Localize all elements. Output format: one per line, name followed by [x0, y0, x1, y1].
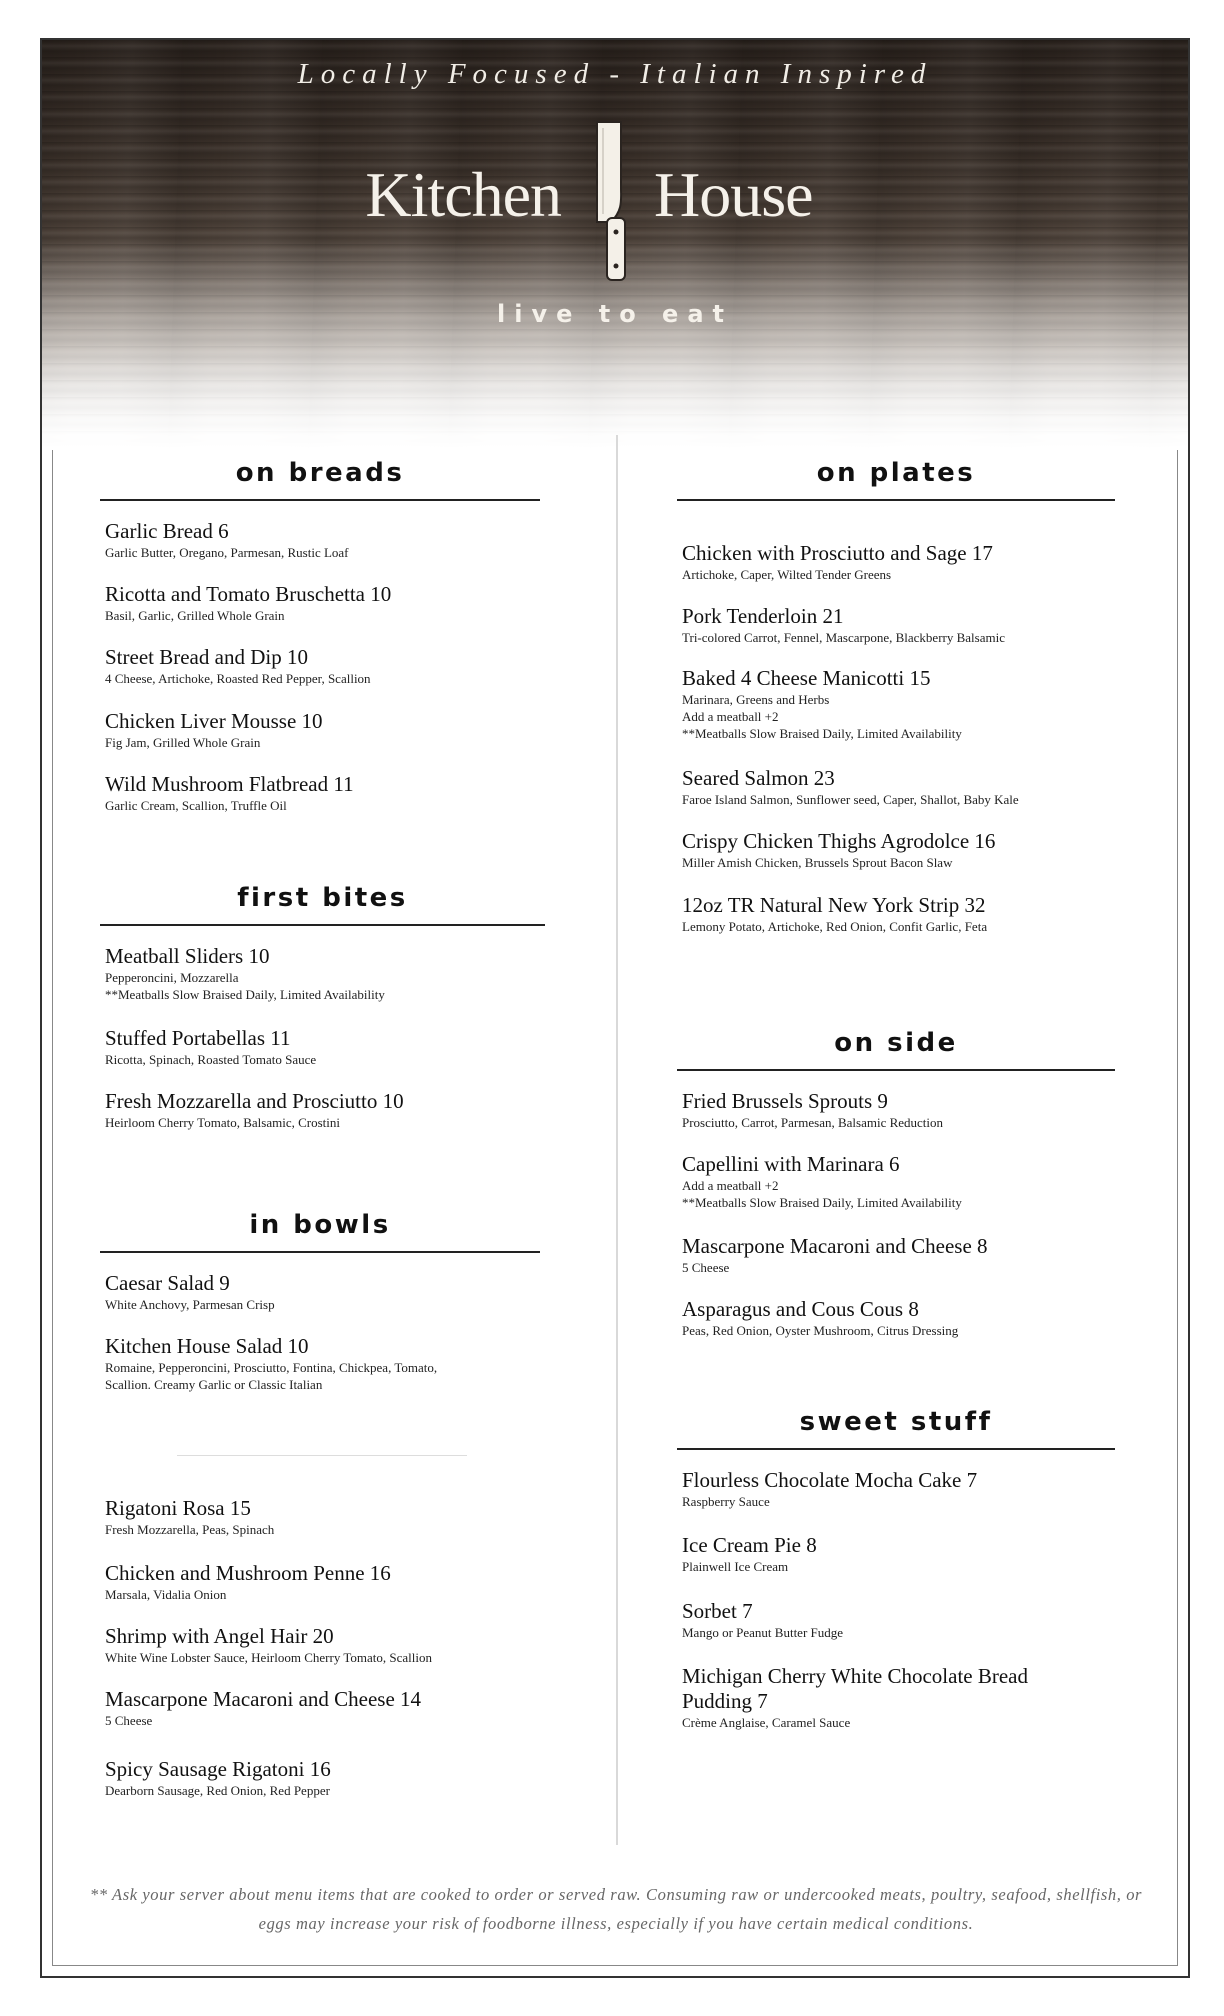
menu-item [682, 604, 1005, 646]
menu-item [105, 772, 354, 814]
item-name: Spicy Sausage Rigatoni 16 [105, 1757, 331, 1781]
item-addon: Add a meatball +2 [682, 1178, 779, 1193]
item-note: **Meatballs Slow Braised Daily, Limited Availability [105, 987, 385, 1002]
item-desc: White Anchovy, Parmesan Crisp [105, 1297, 275, 1312]
section-title-text: first bites [237, 883, 408, 913]
column-divider [616, 435, 618, 1845]
menu-item [682, 1664, 1102, 1731]
menu-item [105, 1089, 404, 1131]
item-desc: 4 Cheese, Artichoke, Roasted Red Pepper, Scallion [105, 671, 371, 686]
item-desc: Garlic Cream, Scallion, Truffle Oil [105, 798, 287, 813]
item-desc: Dearborn Sausage, Red Onion, Red Pepper [105, 1783, 330, 1798]
item-name: Wild Mushroom Flatbread 11 [105, 772, 354, 796]
item-name: Mascarpone Macaroni and Cheese 8 [682, 1234, 988, 1258]
menu-item [105, 1561, 391, 1603]
item-name: Pork Tenderloin 21 [682, 604, 844, 628]
menu-item [105, 1334, 437, 1393]
menu-item [682, 541, 993, 583]
section-title-plates [677, 455, 1115, 501]
item-name: Rigatoni Rosa 15 [105, 1496, 251, 1520]
item-desc: Miller Amish Chicken, Brussels Sprout Bacon Slaw [682, 855, 953, 870]
section-title-text: on side [834, 1028, 958, 1058]
item-name: Flourless Chocolate Mocha Cake 7 [682, 1468, 978, 1492]
menu-page [40, 38, 1190, 1978]
slogan: live to eat [497, 300, 733, 328]
section-title-side [677, 1025, 1115, 1071]
item-desc: Basil, Garlic, Grilled Whole Grain [105, 608, 285, 623]
item-name: Chicken with Prosciutto and Sage 17 [682, 541, 993, 565]
item-desc: 5 Cheese [682, 1260, 730, 1275]
section-title-text: in bowls [249, 1210, 391, 1240]
section-title-text: on breads [235, 458, 405, 488]
item-desc-line-2: Scallion. Creamy Garlic or Classic Italian [105, 1377, 323, 1392]
menu-item [682, 666, 962, 742]
brand-name-left: Kitchen [365, 159, 561, 230]
menu-item [682, 766, 1019, 808]
menu-item [682, 1468, 977, 1510]
item-name: Mascarpone Macaroni and Cheese 14 [105, 1687, 422, 1711]
item-name: Capellini with Marinara 6 [682, 1152, 900, 1176]
item-desc: Romaine, Pepperoncini, Prosciutto, Fontina, Chickpea, Tomato, [105, 1360, 438, 1375]
item-name: Meatball Sliders 10 [105, 944, 270, 968]
item-name: Michigan Cherry White Chocolate Bread Pudding 7 [682, 1664, 1029, 1713]
item-desc: Heirloom Cherry Tomato, Balsamic, Crostini [105, 1115, 340, 1130]
menu-item [682, 1297, 958, 1339]
section-title-text: on plates [816, 458, 976, 488]
tagline: Locally Focused - Italian Inspired [297, 58, 933, 90]
item-name: Chicken and Mushroom Penne 16 [105, 1561, 391, 1585]
item-desc: Fresh Mozzarella, Peas, Spinach [105, 1522, 275, 1537]
menu-item [105, 1757, 331, 1799]
item-name: 12oz TR Natural New York Strip 32 [682, 893, 986, 917]
item-desc: Pepperoncini, Mozzarella [105, 970, 239, 985]
brand-name-right: House [654, 159, 813, 230]
menu-item [105, 709, 323, 751]
header-banner [42, 40, 1188, 450]
item-note: **Meatballs Slow Braised Daily, Limited Availability [682, 1195, 962, 1210]
item-name: Stuffed Portabellas 11 [105, 1026, 291, 1050]
item-name: Chicken Liver Mousse 10 [105, 709, 323, 733]
section-title-breads [100, 455, 540, 501]
item-desc: Prosciutto, Carrot, Parmesan, Balsamic Reduction [682, 1115, 944, 1130]
item-desc: 5 Cheese [105, 1713, 153, 1728]
menu-item [682, 1152, 962, 1211]
menu-item [105, 645, 371, 687]
menu-item [105, 1271, 275, 1313]
menu-item [682, 1234, 988, 1276]
item-desc: Tri-colored Carrot, Fennel, Mascarpone, Blackberry Balsamic [682, 630, 1005, 645]
item-desc: Ricotta, Spinach, Roasted Tomato Sauce [105, 1052, 317, 1067]
item-name: Crispy Chicken Thighs Agrodolce 16 [682, 829, 996, 853]
item-name: Shrimp with Angel Hair 20 [105, 1624, 334, 1648]
item-desc: Marsala, Vidalia Onion [105, 1587, 227, 1602]
item-name: Fresh Mozzarella and Prosciutto 10 [105, 1089, 404, 1113]
item-name: Garlic Bread 6 [105, 519, 229, 543]
menu-item [105, 944, 385, 1003]
section-title-text: sweet stuff [799, 1407, 993, 1437]
menu-item [682, 1533, 817, 1575]
menu-item [105, 1496, 274, 1538]
item-desc: Peas, Red Onion, Oyster Mushroom, Citrus Dressing [682, 1323, 959, 1338]
section-title-bites [100, 880, 545, 926]
item-desc: Raspberry Sauce [682, 1494, 770, 1509]
menu-item [105, 582, 391, 624]
item-desc: Lemony Potato, Artichoke, Red Onion, Confit Garlic, Feta [682, 919, 988, 934]
item-name: Sorbet 7 [682, 1599, 753, 1623]
item-note: **Meatballs Slow Braised Daily, Limited Availability [682, 726, 962, 741]
item-name: Asparagus and Cous Cous 8 [682, 1297, 919, 1321]
item-desc: Faroe Island Salmon, Sunflower seed, Caper, Shallot, Baby Kale [682, 792, 1019, 807]
item-desc: Artichoke, Caper, Wilted Tender Greens [682, 567, 892, 582]
menu-item [105, 1624, 432, 1666]
item-name: Baked 4 Cheese Manicotti 15 [682, 666, 931, 690]
item-desc: Fig Jam, Grilled Whole Grain [105, 735, 261, 750]
item-name: Ricotta and Tomato Bruschetta 10 [105, 582, 392, 606]
item-desc: Crème Anglaise, Caramel Sauce [682, 1715, 851, 1730]
item-name: Street Bread and Dip 10 [105, 645, 308, 669]
item-addon: Add a meatball +2 [682, 709, 779, 724]
menu-item [682, 1089, 943, 1131]
menu-item [105, 1687, 421, 1729]
item-name: Kitchen House Salad 10 [105, 1334, 309, 1358]
menu-item [682, 1599, 843, 1641]
menu-item [105, 519, 349, 561]
menu-item [682, 893, 987, 935]
item-desc: White Wine Lobster Sauce, Heirloom Cherry Tomato, Scallion [105, 1650, 432, 1665]
item-name: Ice Cream Pie 8 [682, 1533, 817, 1557]
section-title-bowls [100, 1207, 540, 1253]
item-desc: Mango or Peanut Butter Fudge [682, 1625, 844, 1640]
item-desc: Garlic Butter, Oregano, Parmesan, Rustic Loaf [105, 545, 349, 560]
section-title-sweet [677, 1404, 1115, 1450]
item-desc: Plainwell Ice Cream [682, 1559, 789, 1574]
item-name: Fried Brussels Sprouts 9 [682, 1089, 888, 1113]
menu-item [682, 829, 995, 871]
item-name: Seared Salmon 23 [682, 766, 835, 790]
item-name: Caesar Salad 9 [105, 1271, 230, 1295]
item-desc: Marinara, Greens and Herbs [682, 692, 830, 707]
pasta-separator [177, 1455, 467, 1456]
food-safety-disclaimer: ** Ask your server about menu items that are cooked to order or served raw. Consuming raw or undercooked meats, poultry, seafood, shellfish, or eggs may increase your risk of foodborne illness, especially if you have certain medical conditions. [89, 1885, 1143, 1933]
cleaver-icon [583, 118, 655, 283]
menu-item [105, 1026, 316, 1068]
